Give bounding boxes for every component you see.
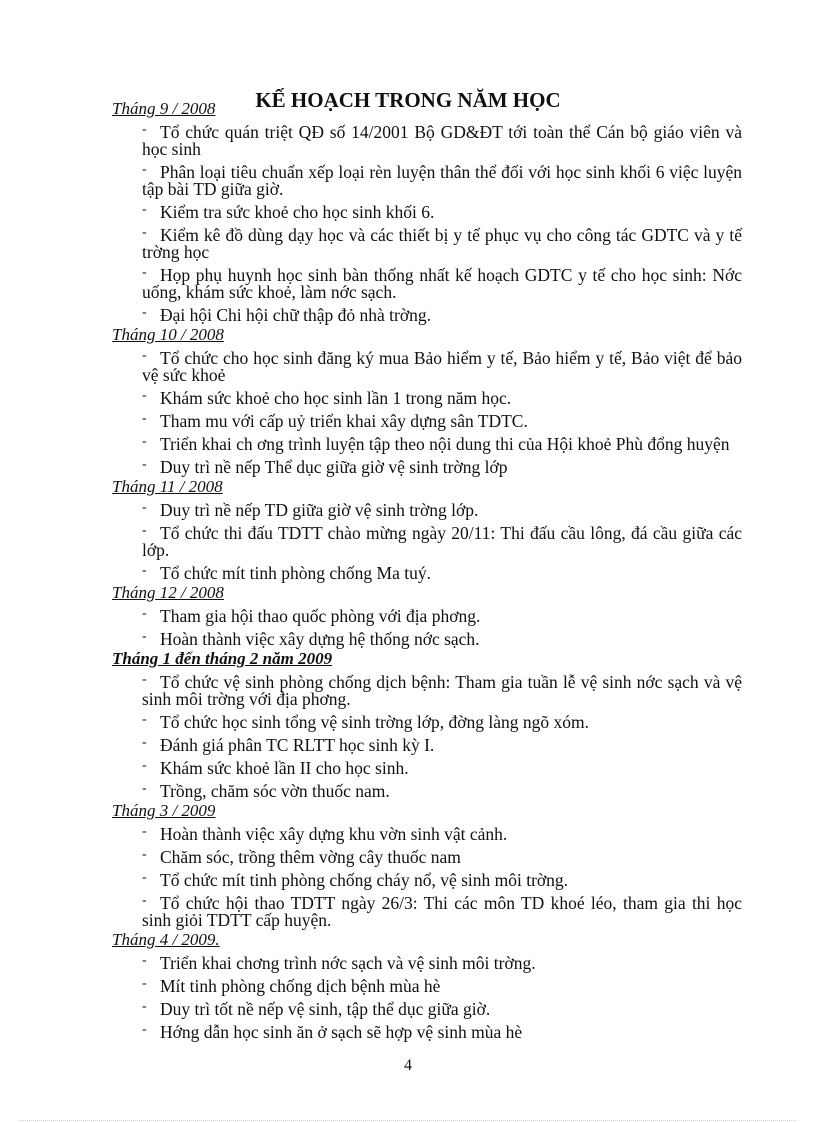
plan-item <box>112 849 742 866</box>
plan-content <box>112 98 742 1041</box>
bullet-dash-icon: - <box>142 953 147 968</box>
plan-item-text: Kiểm tra sức khoẻ cho học sinh khối 6. <box>160 202 435 222</box>
plan-item <box>112 608 742 625</box>
bullet-dash-icon: - <box>142 122 147 137</box>
plan-item <box>112 502 742 519</box>
bullet-dash-icon: - <box>142 348 147 363</box>
plan-item-text: Tổ chức thi đấu TDTT chào mừng ngày 20/11: Thi đấu cầu lông, đá cầu giữa các lớp. <box>142 523 742 560</box>
plan-item <box>112 390 742 407</box>
plan-item <box>112 436 742 453</box>
plan-item-text: Chăm sóc, trồng thêm vờng cây thuốc nam <box>160 847 461 867</box>
bullet-dash-icon: - <box>142 824 147 839</box>
plan-item-text: Tổ chức cho học sinh đăng ký mua Bảo hiểm y tế, Bảo hiểm y tế, Bảo việt để bảo vệ sức khoẻ <box>142 348 742 385</box>
bullet-dash-icon: - <box>142 563 147 578</box>
plan-item <box>112 124 742 158</box>
plan-item <box>112 714 742 731</box>
bullet-dash-icon: - <box>142 1022 147 1037</box>
plan-item-text: Khám sức khoẻ lần II cho học sinh. <box>160 758 409 778</box>
plan-item <box>112 413 742 430</box>
bullet-dash-icon: - <box>142 629 147 644</box>
plan-item <box>112 895 742 929</box>
plan-item-text: Tham mu với cấp uỷ triển khai xây dựng sân TDTC. <box>160 411 528 431</box>
bullet-dash-icon: - <box>142 202 147 217</box>
bullet-dash-icon: - <box>142 893 147 908</box>
page-number: 4 <box>404 1057 412 1074</box>
plan-item <box>112 350 742 384</box>
plan-item <box>112 204 742 221</box>
bullet-dash-icon: - <box>142 870 147 885</box>
plan-item-text: Hoàn thành việc xây dựng khu vờn sinh vật cảnh. <box>160 824 508 844</box>
plan-item <box>112 783 742 800</box>
plan-item-text: Triển khai chơng trình nớc sạch và vệ sinh môi trờng. <box>160 953 536 973</box>
plan-item <box>112 227 742 261</box>
plan-item <box>112 525 742 559</box>
bullet-dash-icon: - <box>142 434 147 449</box>
plan-item <box>112 164 742 198</box>
plan-item-text: Kiểm kê đồ dùng dạy học và các thiết bị y tế phục vụ cho công tác GDTC và y tế trờng học <box>142 225 742 262</box>
month-heading: Tháng 10 / 2008 <box>112 325 224 344</box>
plan-item <box>112 674 742 708</box>
plan-item <box>112 737 742 754</box>
plan-item-text: Tổ chức vệ sinh phòng chống dịch bệnh: Tham gia tuần lễ vệ sinh nớc sạch và vệ sinh môi trờng với địa phơng. <box>142 672 742 709</box>
month-heading: Tháng 3 / 2009 <box>112 801 216 820</box>
plan-item-text: Hoàn thành việc xây dựng hệ thống nớc sạch. <box>160 629 480 649</box>
plan-item <box>112 760 742 777</box>
plan-item-text: Tổ chức học sinh tổng vệ sinh trờng lớp, đờng làng ngõ xóm. <box>160 712 590 732</box>
plan-item <box>112 565 742 582</box>
plan-item-text: Trồng, chăm sóc vờn thuốc nam. <box>160 781 390 801</box>
month-heading: Tháng 12 / 2008 <box>112 583 224 602</box>
bullet-dash-icon: - <box>142 976 147 991</box>
bullet-dash-icon: - <box>142 457 147 472</box>
plan-item-text: Duy trì tốt nề nếp vệ sinh, tập thể dục giữa giờ. <box>160 999 491 1019</box>
bullet-dash-icon: - <box>142 265 147 280</box>
plan-item-text: Họp phụ huynh học sinh bàn thống nhất kế hoạch GDTC y tế cho học sinh: Nớc uống, khám sức khoẻ, làm nớc sạch. <box>142 265 742 302</box>
bullet-dash-icon: - <box>142 758 147 773</box>
plan-item-text: Đại hội Chi hội chữ thập đỏ nhà trờng. <box>160 305 431 325</box>
month-heading: Tháng 11 / 2008 <box>112 477 223 496</box>
plan-item-text: Mít tinh phòng chống dịch bệnh mùa hè <box>160 976 441 996</box>
plan-item <box>112 955 742 972</box>
plan-item-text: Duy trì nề nếp Thể dục giữa giờ vệ sinh trờng lớp <box>160 457 508 477</box>
bullet-dash-icon: - <box>142 523 147 538</box>
plan-item <box>112 978 742 995</box>
bullet-dash-icon: - <box>142 847 147 862</box>
month-heading: Tháng 1 đến tháng 2 năm 2009 <box>112 649 333 668</box>
month-heading: Tháng 4 / 2009. <box>112 930 220 949</box>
plan-item-text: Tham gia hội thao quốc phòng với địa phơng. <box>160 606 481 626</box>
plan-item <box>112 872 742 889</box>
plan-item-text: Khám sức khoẻ cho học sinh lần 1 trong năm học. <box>160 388 512 408</box>
page-title: KẾ HOẠCH TRONG NĂM HỌC <box>255 88 561 112</box>
plan-item <box>112 267 742 301</box>
plan-item-text: Duy trì nề nếp TD giữa giờ vệ sinh trờng lớp. <box>160 500 479 520</box>
plan-item-text: Hớng dẫn học sinh ăn ở sạch sẽ hợp vệ sinh mùa hè <box>160 1022 523 1042</box>
plan-item <box>112 826 742 843</box>
month-heading: Tháng 9 / 2008 <box>112 99 216 118</box>
plan-item-text: Tổ chức mít tinh phòng chống Ma tuý. <box>160 563 431 583</box>
plan-item-text: Đánh giá phân TC RLTT học sinh kỳ I. <box>160 735 435 755</box>
page-bottom-divider <box>20 1120 796 1121</box>
bullet-dash-icon: - <box>142 411 147 426</box>
plan-item-text: Tổ chức quán triệt QĐ số 14/2001 Bộ GD&ĐT tới toàn thể Cán bộ giáo viên và học sinh <box>142 122 742 159</box>
bullet-dash-icon: - <box>142 672 147 687</box>
plan-item <box>112 631 742 648</box>
bullet-dash-icon: - <box>142 388 147 403</box>
bullet-dash-icon: - <box>142 712 147 727</box>
bullet-dash-icon: - <box>142 305 147 320</box>
plan-item-text: Triển khai ch ơng trình luyện tập theo nội dung thi của Hội khoẻ Phù đổng huyện <box>160 434 730 454</box>
plan-item <box>112 1024 742 1041</box>
bullet-dash-icon: - <box>142 999 147 1014</box>
plan-item <box>112 307 742 324</box>
plan-item-text: Tổ chức hội thao TDTT ngày 26/3: Thi các môn TD khoé léo, tham gia thi học sinh giỏi TDTT cấp huyện. <box>142 893 742 930</box>
bullet-dash-icon: - <box>142 735 147 750</box>
bullet-dash-icon: - <box>142 500 147 515</box>
bullet-dash-icon: - <box>142 225 147 240</box>
bullet-dash-icon: - <box>142 606 147 621</box>
plan-item-text: Tổ chức mít tinh phòng chống cháy nổ, vệ sinh môi trờng. <box>160 870 569 890</box>
plan-item <box>112 1001 742 1018</box>
plan-item <box>112 459 742 476</box>
bullet-dash-icon: - <box>142 781 147 796</box>
plan-item-text: Phân loại tiêu chuẩn xếp loại rèn luyện thân thể đối với học sinh khối 6 việc luyện tập bài TD giữa giờ. <box>142 162 742 199</box>
bullet-dash-icon: - <box>142 162 147 177</box>
